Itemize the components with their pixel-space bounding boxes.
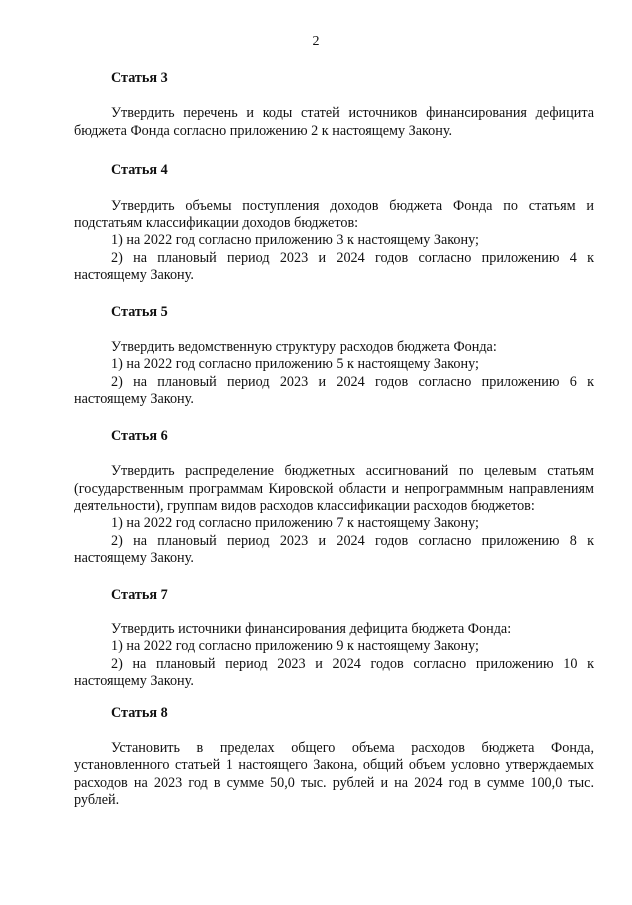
article-paragraph: Утвердить перечень и коды статей источников финансирования дефицита бюджета Фонда согласно приложению 2 к настоящему Закону. [74,105,594,139]
article-list-item: 1) на 2022 год согласно приложению 9 к настоящему Закону; [111,638,479,655]
article-heading: Статья 7 [111,586,168,603]
article-heading: Статья 6 [111,427,168,444]
article-heading: Статья 8 [111,704,168,721]
document-body [74,70,594,810]
article-paragraph: Утвердить источники финансирования дефицита бюджета Фонда: [111,620,512,637]
article-4 [74,162,594,284]
article-6 [74,428,594,568]
article-3 [74,70,594,140]
article-list-item: 2) на плановый период 2023 и 2024 годов согласно приложению 4 к настоящему Закону. [74,249,594,284]
article-heading: Статья 4 [111,162,168,179]
article-list-item: 1) на 2022 год согласно приложению 5 к настоящему Закону; [111,356,479,373]
article-heading: Статья 5 [111,303,168,320]
article-paragraph: Утвердить распределение бюджетных ассигнований по целевым статьям (государственным программам Кировской области и непрограммным направлениям деятельности), группам видов расходов классификации расходов бюджетов: [74,463,594,514]
article-list-item: 2) на плановый период 2023 и 2024 годов согласно приложению 10 к настоящему Закону. [74,655,594,690]
article-paragraph: Утвердить ведомственную структуру расходов бюджета Фонда: [111,339,497,356]
article-list-item: 2) на плановый период 2023 и 2024 годов согласно приложению 8 к настоящему Закону. [74,532,594,567]
article-list-item: 1) на 2022 год согласно приложению 7 к настоящему Закону; [111,515,479,532]
article-list-item: 2) на плановый период 2023 и 2024 годов согласно приложению 6 к настоящему Закону. [74,373,594,408]
article-7 [74,587,594,691]
article-list-item: 1) на 2022 год согласно приложению 3 к настоящему Закону; [111,232,479,249]
article-heading: Статья 3 [111,70,168,86]
article-5 [74,304,594,409]
page-number: 2 [312,34,320,49]
article-paragraph: Установить в пределах общего объема расходов бюджета Фонда, установленного статьей 1 настоящего Закона, общий объем условно утверждаемых расходов на 2023 год в сумме 50,0 тыс. рублей и на 2024 год в сумме 100,0 тыс. рублей. [74,739,594,809]
article-paragraph: Утвердить объемы поступления доходов бюджета Фонда по статьям и подстатьям классификации доходов бюджетов: [74,197,594,232]
article-8 [74,705,594,810]
